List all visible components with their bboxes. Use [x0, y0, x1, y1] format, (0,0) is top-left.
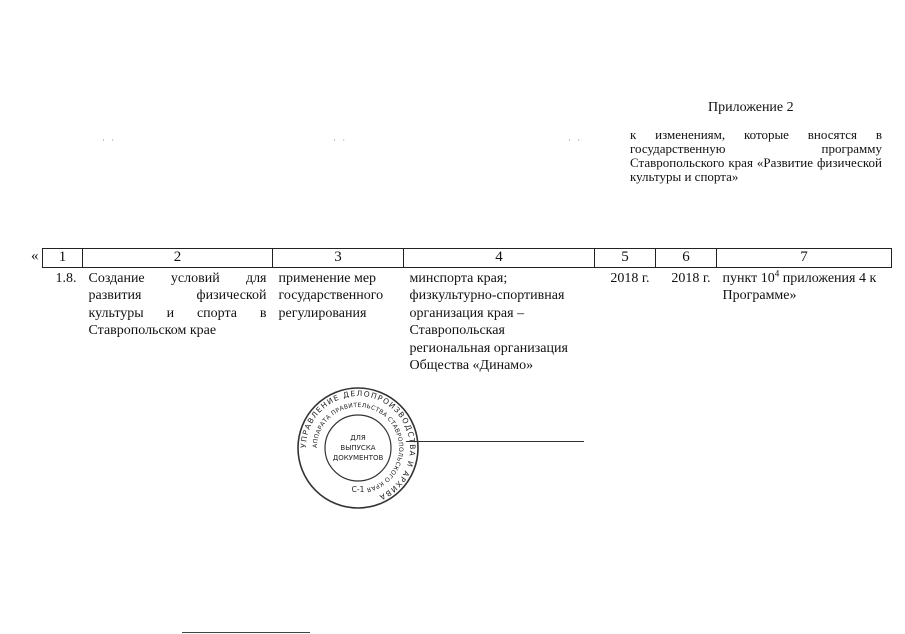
- official-stamp: [296, 386, 420, 510]
- end-year: 2018 г.: [671, 270, 711, 286]
- program-table: [42, 248, 892, 375]
- column-header: 6: [656, 249, 717, 268]
- reference-superscript: 4: [774, 267, 780, 278]
- reference-suffix: приложения 4 к Программе»: [722, 270, 877, 303]
- measure-name: Создание условий для развития физической культуры и спорта в Ставропольском крае: [88, 270, 267, 338]
- reference-prefix: пункт 10: [722, 270, 775, 286]
- column-header: 2: [83, 249, 273, 268]
- program-reference: [717, 267, 892, 375]
- signature-line: [406, 441, 584, 442]
- opening-quote: «: [31, 248, 39, 264]
- stamp-outer-text: УПРАВЛЕНИЕ ДЕЛОПРОИЗВОДС ВА И АРХИВА: [298, 388, 418, 503]
- stamp-center-line3: ДОКУМЕНТОВ: [332, 454, 384, 462]
- column-header: 3: [273, 249, 404, 268]
- row-number: 1.8.: [55, 270, 77, 286]
- column-header: 5: [595, 249, 656, 268]
- column-header: 7: [717, 249, 892, 268]
- executor-organization: физкультурно-спортивная организация края – Ставропольская региональная организация Общества «Динамо»: [409, 288, 568, 373]
- measure-type: применение мер государственного регулирования: [278, 270, 384, 321]
- column-header: 1: [43, 249, 83, 268]
- executor-ministry: минспорта края;: [409, 270, 508, 286]
- stamp-code: С-1: [351, 485, 365, 494]
- executors: [404, 267, 595, 375]
- scan-noise: · ·: [568, 135, 583, 145]
- stamp-center-line2: ВЫПУСКА: [340, 444, 376, 452]
- column-header: 4: [404, 249, 595, 268]
- annex-subtitle: к изменениям, которые вносятся в государственную программу Ставропольского края «Развитие физической культуры и спорта»: [630, 127, 882, 184]
- scan-noise: · ·: [333, 135, 348, 145]
- scan-noise: · ·: [102, 135, 117, 145]
- stamp-inner-text: АППАРАТА ПРАВИТЕЛЬСТВА СТАВРОПОЛЬСКОГО КРАЯ: [311, 401, 405, 494]
- footer-rule: [182, 632, 310, 633]
- stamp-center-line1: ДЛЯ: [350, 434, 366, 442]
- header-row: [43, 249, 892, 268]
- start-year: 2018 г.: [610, 270, 650, 286]
- annex-title: Приложение 2: [708, 100, 794, 115]
- table-row: [43, 267, 892, 375]
